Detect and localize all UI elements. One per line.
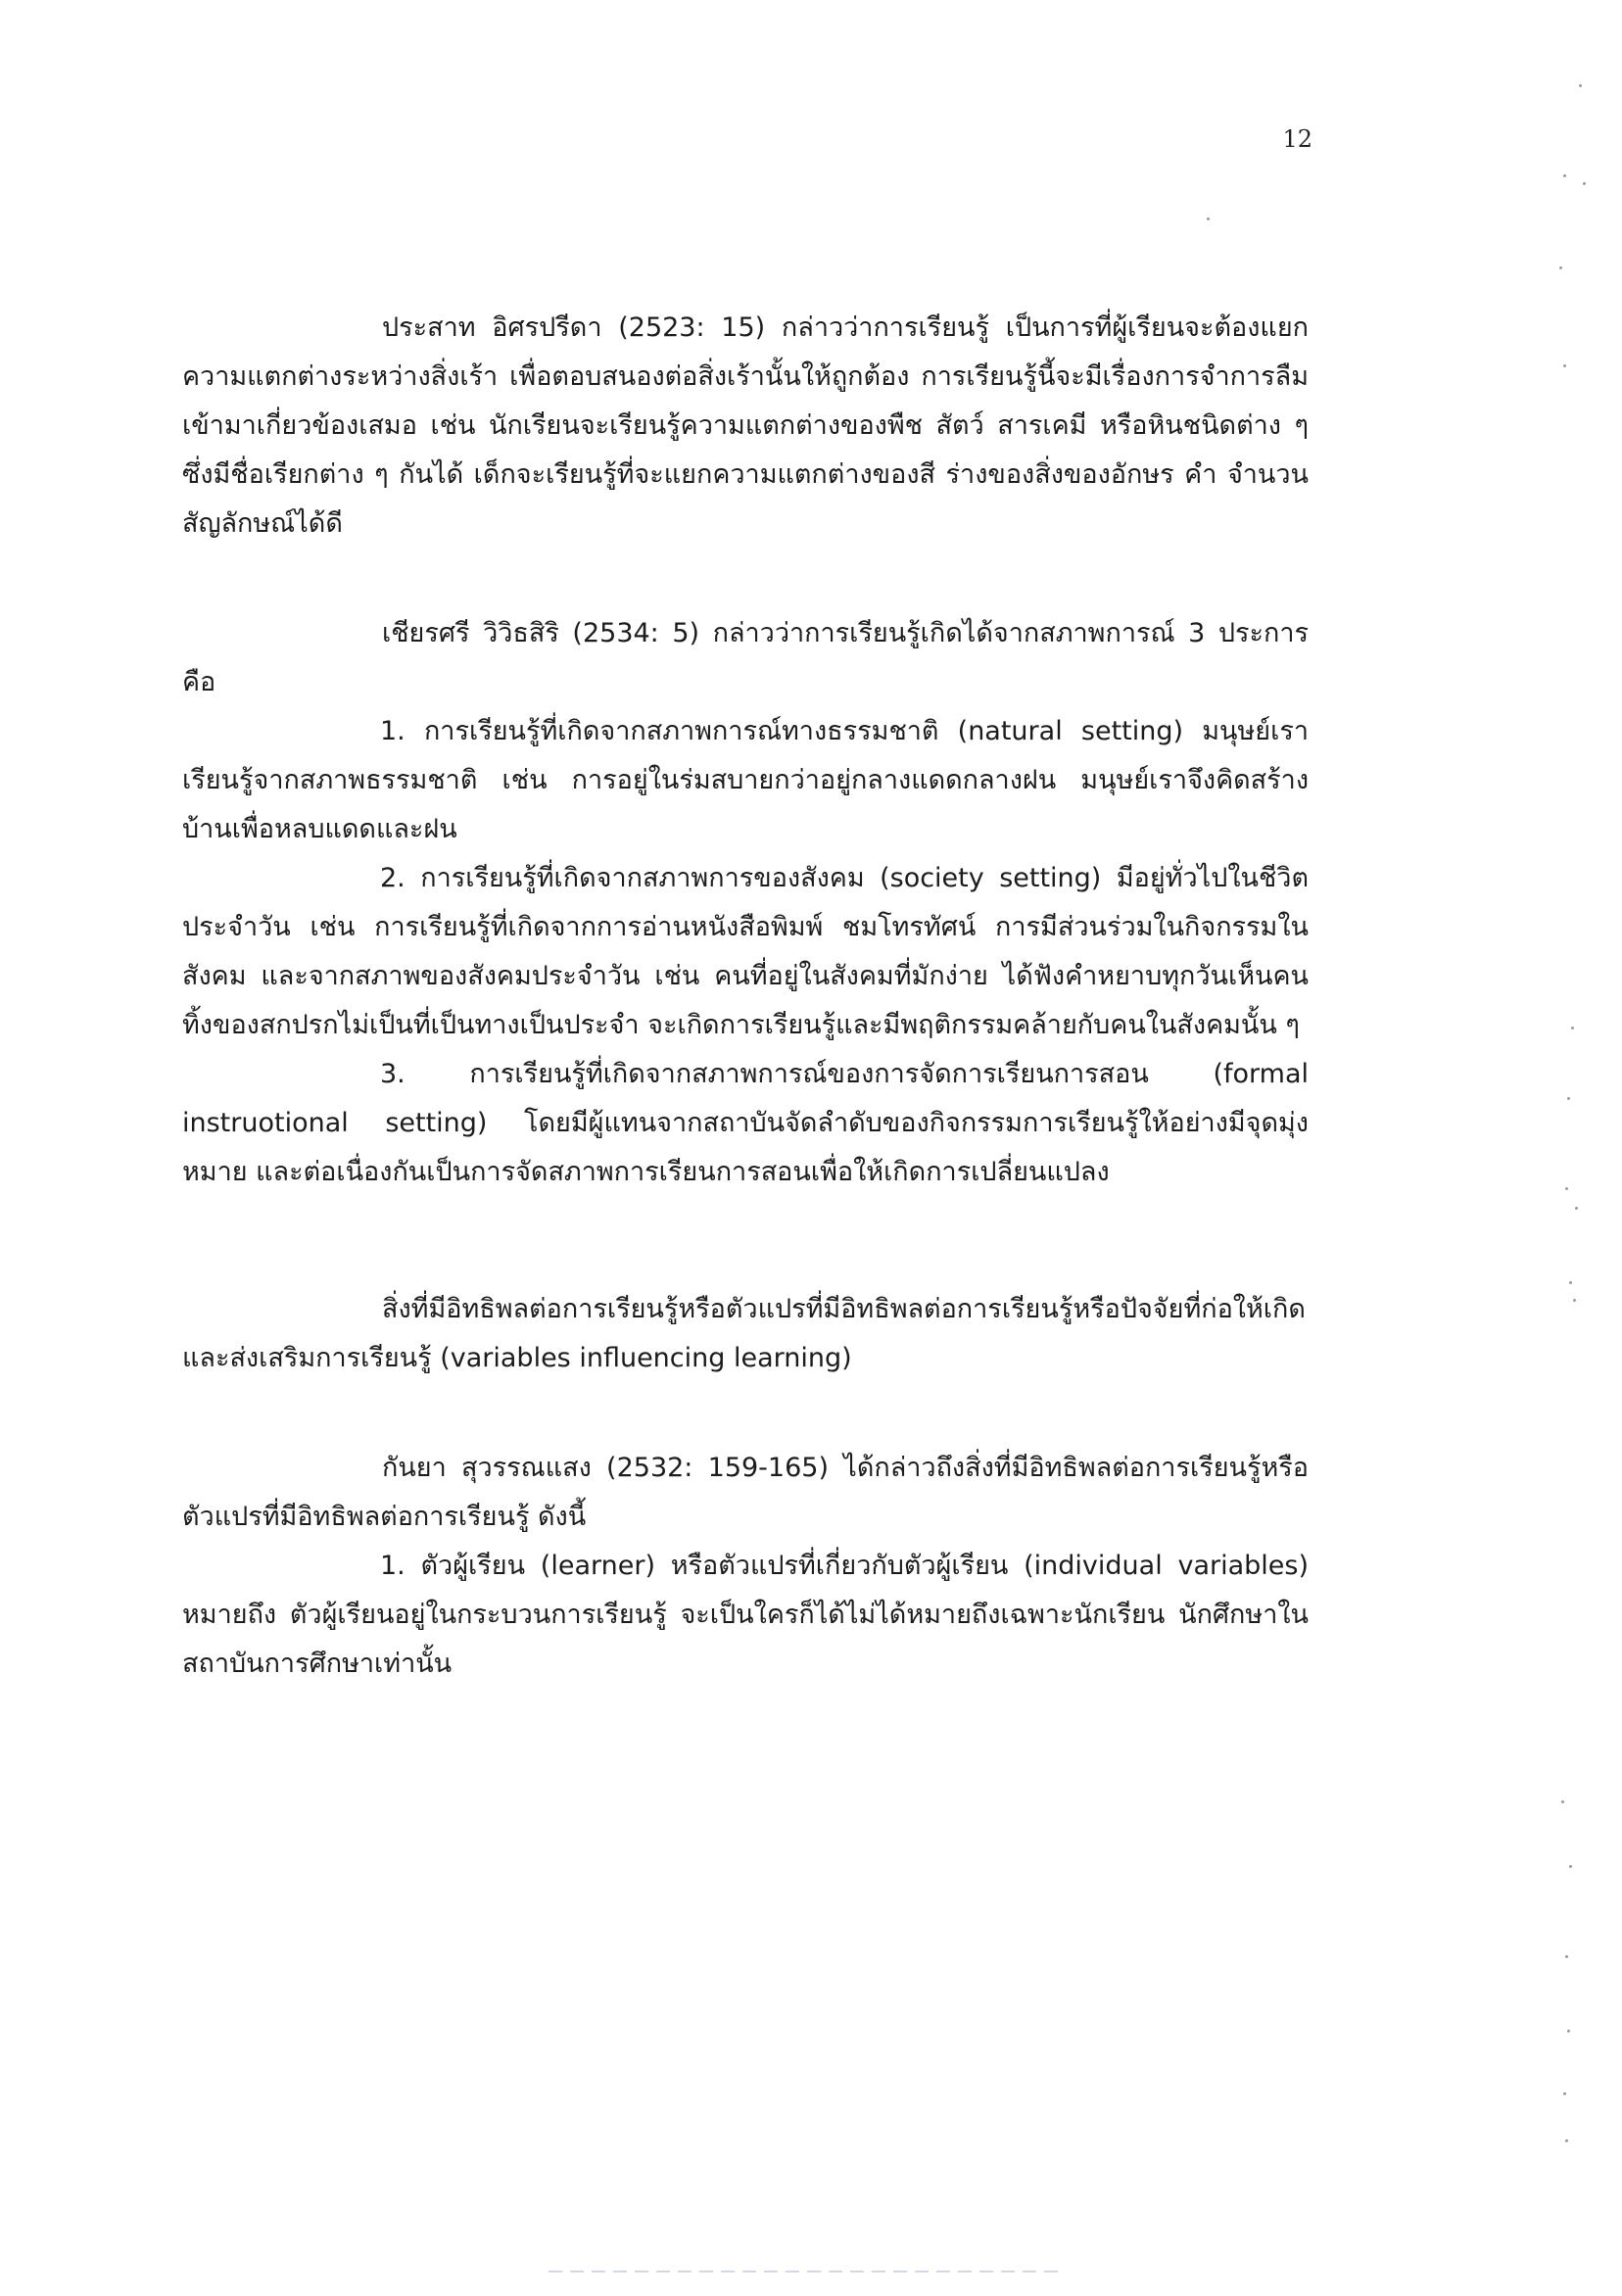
scan-speck — [1563, 2092, 1566, 2095]
scan-speck — [1207, 217, 1210, 220]
scan-speck — [1569, 1865, 1572, 1868]
scan-speck — [1571, 1027, 1574, 1029]
scan-speck — [1575, 1207, 1578, 1210]
scan-speck — [1565, 2139, 1568, 2142]
scan-speck — [1563, 364, 1566, 367]
scan-speck — [1583, 182, 1586, 185]
scan-speck — [1565, 1187, 1568, 1190]
list-item-learner: 1. ตัวผู้เรียน (learner) หรือตัวแปรที่เกี่ยวกับตัวผู้เรียน (individual variables) หมายถึง ตัวผู้เรียนอยู่ในกระบวนการเรียนรู้ จะเป็นใครก็ได้ไม่ได้หมายถึงเฉพาะนักเรียน นักศึกษาในสถาบันการศึกษาเท่านั้น — [182, 1551, 1309, 1679]
scan-speck — [1559, 266, 1562, 269]
section-heading-variables: สิ่งที่มีอิทธิพลต่อการเรียนรู้หรือตัวแปรที่มีอิทธิพลต่อการเรียนรู้หรือปัจจัยที่ก่อให้เกิดและส่งเสริมการเรียนรู้ (variables influencing learning) — [182, 1294, 1306, 1373]
scan-speck — [1567, 2030, 1570, 2033]
page-number: 12 — [1282, 125, 1312, 153]
list-item-society-setting: 2. การเรียนรู้ที่เกิดจากสภาพการของสังคม (society setting) มีอยู่ทั่วไปในชีวิตประจำวัน เช่น การเรียนรู้ที่เกิดจากการอ่านหนังสือพิมพ์ ชมโทรทัศน์ การมีส่วนร่วมในกิจกรรมในสังคม และจากสภาพของสังคมประจำวัน เช่น คนที่อยู่ในสังคมที่มักง่าย ได้ฟังคำหยาบทุกวันเห็นคนทิ้งของสกปรกไม่เป็นที่เป็นทางเป็นประจำ จะเกิดการเรียนรู้และมีพฤติกรรมคล้ายกับคนในสังคมนั้น ๆ — [182, 863, 1309, 1040]
list-item-natural-setting: 1. การเรียนรู้ที่เกิดจากสภาพการณ์ทางธรรมชาติ (natural setting) มนุษย์เราเรียนรู้จากสภาพธรรมชาติ เช่น การอยู่ในร่มสบายกว่าอยู่กลางแดดกลางฝน มนุษย์เราจึงคิดสร้างบ้านเพื่อหลบแดดและฝน — [182, 716, 1309, 844]
scan-speck — [1561, 1800, 1564, 1803]
scan-speck — [1563, 174, 1566, 177]
scan-speck — [1579, 84, 1582, 87]
scan-smudge — [549, 2271, 1058, 2272]
document-body — [182, 304, 1309, 1689]
paragraph-kanya: กันยา สุวรรณแสง (2532: 159-165) ได้กล่าวถึงสิ่งที่มีอิทธิพลต่อการเรียนรู้หรือตัวแปรที่มีอิทธิพลต่อการเรียนรู้ ดังนี้ — [182, 1453, 1309, 1532]
paragraph-chianasri: เชียรศรี วิวิธสิริ (2534: 5) กล่าวว่าการเรียนรู้เกิดได้จากสภาพการณ์ 3 ประการคือ — [182, 618, 1309, 697]
scan-speck — [1567, 1097, 1570, 1100]
list-item-formal-setting: 3. การเรียนรู้ที่เกิดจากสภาพการณ์ของการจัดการเรียนการสอน (formal instruotional setting) โดยมีผู้แทนจากสถาบันจัดลำดับของกิจกรรมการเรียนรู้ให้อย่างมีจุดมุ่งหมาย และต่อเนื่องกันเป็นการจัดสภาพการเรียนการสอนเพื่อให้เกิดการเปลี่ยนแปลง — [182, 1059, 1309, 1187]
paragraph-prasat: ประสาท อิศรปรีดา (2523: 15) กล่าวว่าการเรียนรู้ เป็นการที่ผู้เรียนจะต้องแยกความแตกต่างระหว่างสิ่งเร้า เพื่อตอบสนองต่อสิ่งเร้านั้นให้ถูกต้อง การเรียนรู้นี้จะมีเรื่องการจำการลืมเข้ามาเกี่ยวข้องเสมอ เช่น นักเรียนจะเรียนรู้ความแตกต่างของพืช สัตว์ สารเคมี หรือหินชนิดต่าง ๆ ซึ่งมีชื่อเรียกต่าง ๆ กันได้ เด็กจะเรียนรู้ที่จะแยกความแตกต่างของสี ร่างของสิ่งของอักษร คำ จำนวน สัญลักษณ์ได้ดี — [182, 312, 1309, 539]
scan-speck — [1573, 1299, 1576, 1302]
scan-speck — [1569, 1281, 1572, 1284]
scan-speck — [1565, 1955, 1568, 1958]
